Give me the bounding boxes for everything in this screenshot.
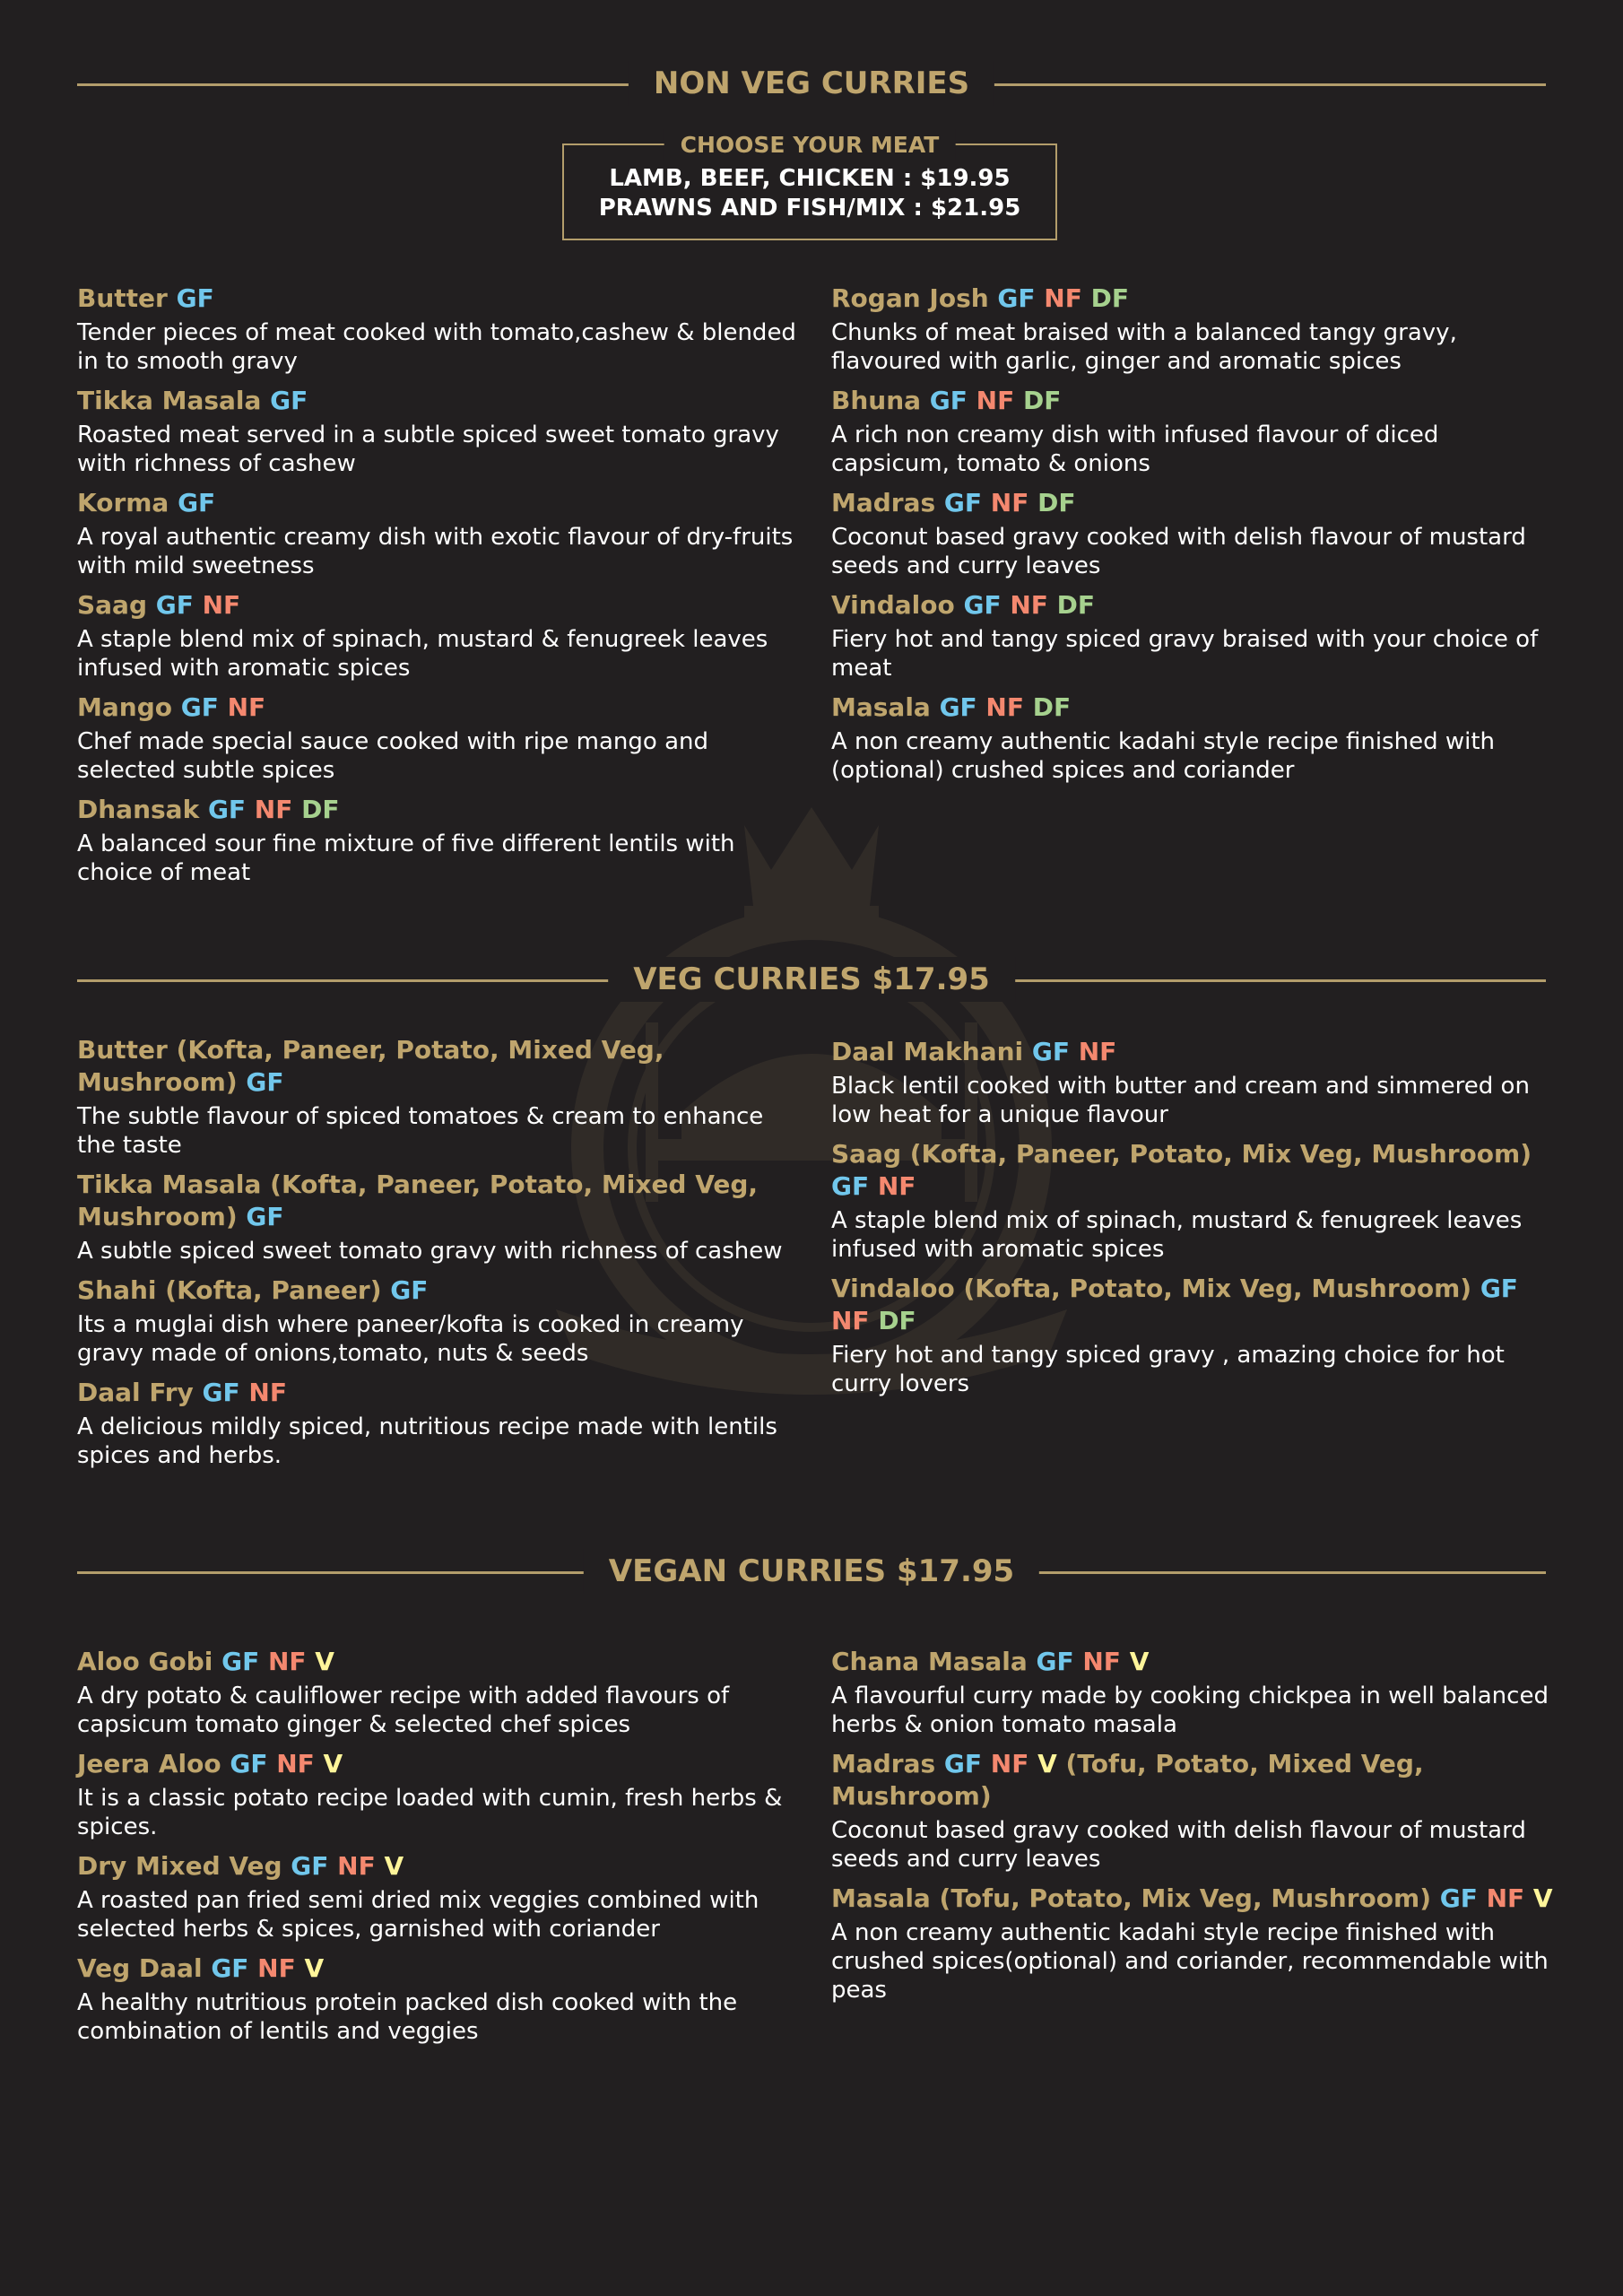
choose-meat-box	[562, 132, 1057, 240]
dietary-tag-gf: GF	[155, 590, 194, 620]
dish-name: Aloo Gobi	[77, 1647, 213, 1676]
menu-item-title	[831, 1748, 1556, 1813]
dish-description: A flavourful curry made by cooking chickpea in well balanced herbs & onion tomato masala	[831, 1683, 1549, 1738]
dietary-tag-nf: NF	[1082, 1647, 1121, 1676]
dish-description: Black lentil cooked with butter and cream and simmered on low heat for a unique flavour	[831, 1073, 1530, 1128]
veg-right-column	[831, 1036, 1556, 1407]
dietary-tag-gf: GF	[929, 386, 968, 415]
menu-item-title	[831, 1883, 1556, 1915]
dietary-tag-nf: NF	[990, 1749, 1029, 1779]
dietary-tag-df: DF	[1037, 488, 1076, 517]
dish-name: Saag	[77, 590, 147, 620]
menu-item	[77, 1646, 802, 1739]
dietary-tag-nf: NF	[254, 795, 293, 824]
menu-item-title	[77, 691, 802, 724]
dish-description: A non creamy authentic kadahi style recipe finished with crushed spices(optional) and coriander, recommendable with peas	[831, 1919, 1549, 2004]
dietary-tag-nf: NF	[337, 1851, 376, 1881]
dietary-tag-gf: GF	[178, 488, 216, 517]
dish-description: Chunks of meat braised with a balanced tangy gravy, flavoured with garlic, ginger and aromatic spices	[831, 319, 1457, 375]
menu-item-title	[831, 1036, 1556, 1068]
dietary-tag-v: V	[384, 1851, 404, 1881]
dish-name: Saag (Kofta, Paneer, Potato, Mix Veg, Mushroom)	[831, 1139, 1532, 1169]
menu-item-title	[77, 794, 802, 826]
menu-item	[831, 1036, 1556, 1129]
dietary-tag-gf: GF	[963, 590, 1002, 620]
dish-name: Jeera Aloo	[77, 1749, 221, 1779]
dietary-tag-gf: GF	[1036, 1647, 1074, 1676]
dish-description: A royal authentic creamy dish with exotic flavour of dry-fruits with mild sweetness	[77, 524, 794, 579]
vegan-section-header	[77, 1549, 1546, 1594]
dietary-tag-gf: GF	[943, 488, 983, 517]
menu-item-title	[831, 487, 1556, 519]
nonveg-left-column	[77, 283, 802, 896]
dietary-tag-gf: GF	[270, 386, 308, 415]
menu-item	[77, 1952, 802, 2046]
dietary-tag-nf: NF	[985, 692, 1024, 722]
menu-item-title	[831, 1273, 1556, 1337]
choose-meat-title: CHOOSE YOUR MEAT	[664, 129, 956, 161]
dish-name: Korma	[77, 488, 169, 517]
menu-item	[77, 283, 802, 376]
dish-name: Vindaloo	[831, 590, 955, 620]
dietary-tag-gf: GF	[207, 795, 247, 824]
dish-name: Butter	[77, 283, 168, 313]
dietary-tag-gf: GF	[176, 283, 214, 313]
menu-item	[831, 1748, 1556, 1874]
dietary-tag-nf: NF	[1078, 1037, 1117, 1066]
menu-item	[77, 385, 802, 478]
dietary-tag-gf: GF	[831, 1171, 870, 1201]
dish-description: A staple blend mix of spinach, mustard & fenugreek leaves infused with aromatic spices	[831, 1207, 1523, 1263]
dish-name: Masala	[831, 692, 931, 722]
dietary-tag-gf: GF	[1439, 1883, 1478, 1913]
menu-item	[831, 589, 1556, 683]
dish-name: Masala (Tofu, Potato, Mix Veg, Mushroom)	[831, 1883, 1431, 1913]
menu-item	[831, 1646, 1556, 1739]
menu-item	[77, 1034, 802, 1160]
menu-item-title	[77, 487, 802, 519]
dish-name: Butter (Kofta, Paneer, Potato, Mixed Veg, Mushroom)	[77, 1035, 664, 1097]
menu-item	[77, 1748, 802, 1841]
menu-item-title	[831, 589, 1556, 622]
menu-item	[831, 1273, 1556, 1398]
dish-description: A healthy nutritious protein packed dish cooked with the combination of lentils and veggies	[77, 1989, 738, 2045]
vegan-left-column	[77, 1646, 802, 2055]
dish-description: Its a muglai dish where paneer/kofta is cooked in creamy gravy made of onions,tomato, nuts & seeds	[77, 1311, 744, 1367]
dish-description: It is a classic potato recipe loaded with cumin, fresh herbs & spices.	[77, 1785, 783, 1840]
menu-item-title	[77, 1377, 802, 1409]
dietary-tag-nf: NF	[227, 692, 266, 722]
dish-description: Coconut based gravy cooked with delish flavour of mustard seeds and curry leaves	[831, 1817, 1526, 1873]
menu-item-title	[77, 1748, 802, 1780]
dietary-tag-gf: GF	[943, 1749, 983, 1779]
dietary-tag-nf: NF	[257, 1953, 296, 1983]
veg-section-header	[77, 957, 1546, 1002]
dish-name: Vindaloo (Kofta, Potato, Mix Veg, Mushroom)	[831, 1274, 1472, 1303]
menu-item	[77, 1274, 802, 1368]
dietary-tag-v: V	[1037, 1749, 1057, 1779]
price-prawns-fish: PRAWNS AND FISH/MIX : $21.95	[598, 195, 1021, 222]
dish-description: Fiery hot and tangy spiced gravy , amazing choice for hot curry lovers	[831, 1342, 1505, 1397]
menu-item	[77, 691, 802, 785]
dietary-tag-nf: NF	[1044, 283, 1082, 313]
vegan-right-column	[831, 1646, 1556, 2013]
dish-name: Bhuna	[831, 386, 922, 415]
dish-description: Fiery hot and tangy spiced gravy braised with your choice of meat	[831, 626, 1539, 682]
dietary-tag-nf: NF	[1486, 1883, 1525, 1913]
dietary-tag-gf: GF	[997, 283, 1036, 313]
dietary-tag-df: DF	[1022, 386, 1062, 415]
dietary-tag-df: DF	[878, 1306, 916, 1335]
dietary-tag-df: DF	[1032, 692, 1072, 722]
dish-name: Daal Makhani	[831, 1037, 1024, 1066]
dietary-tag-nf: NF	[267, 1647, 307, 1676]
dietary-tag-gf: GF	[1480, 1274, 1518, 1303]
menu-item-title	[831, 385, 1556, 417]
dish-name: Tikka Masala (Kofta, Paneer, Potato, Mixed Veg, Mushroom)	[77, 1170, 759, 1231]
dish-description: Coconut based gravy cooked with delish flavour of mustard seeds and curry leaves	[831, 524, 1526, 579]
dietary-tag-gf: GF	[221, 1647, 260, 1676]
dish-description: A staple blend mix of spinach, mustard & fenugreek leaves infused with aromatic spices	[77, 626, 768, 682]
dietary-tag-gf: GF	[1031, 1037, 1070, 1066]
dish-name: Rogan Josh	[831, 283, 989, 313]
dish-name: Dhansak	[77, 795, 200, 824]
dietary-tag-v: V	[1532, 1883, 1553, 1913]
dish-description: The subtle flavour of spiced tomatoes & cream to enhance the taste	[77, 1103, 764, 1159]
menu-item	[831, 487, 1556, 580]
dish-description: A balanced sour fine mixture of five different lentils with choice of meat	[77, 831, 735, 886]
menu-item-title	[831, 691, 1556, 724]
menu-item-title	[77, 1850, 802, 1883]
price-lamb-beef-chicken: LAMB, BEEF, CHICKEN : $19.95	[609, 165, 1011, 192]
nonveg-right-column	[831, 283, 1556, 794]
dietary-tag-df: DF	[1056, 590, 1096, 620]
menu-item-title	[77, 385, 802, 417]
dish-description: Chef made special sauce cooked with ripe mango and selected subtle spices	[77, 728, 709, 784]
dietary-tag-gf: GF	[211, 1953, 249, 1983]
menu-item	[831, 691, 1556, 785]
menu-item-title	[77, 283, 802, 315]
dish-name: Veg Daal	[77, 1953, 203, 1983]
dish-name: Shahi (Kofta, Paneer)	[77, 1275, 382, 1305]
menu-item-title	[77, 589, 802, 622]
menu-item	[831, 283, 1556, 376]
dietary-tag-nf: NF	[248, 1378, 287, 1407]
menu-item-title	[831, 1646, 1556, 1678]
dish-name: Daal Fry	[77, 1378, 194, 1407]
menu-item	[77, 1850, 802, 1944]
dietary-tag-df: DF	[301, 795, 340, 824]
menu-item	[77, 589, 802, 683]
menu-item	[77, 1377, 802, 1470]
menu-item-title	[77, 1274, 802, 1307]
dish-description: A non creamy authentic kadahi style recipe finished with (optional) crushed spices and coriander	[831, 728, 1496, 784]
menu-item-title	[77, 1952, 802, 1985]
menu-item-title	[77, 1646, 802, 1678]
dish-name: Madras	[831, 488, 936, 517]
dietary-tag-v: V	[323, 1749, 343, 1779]
menu-item	[77, 1169, 802, 1265]
menu-item	[831, 1138, 1556, 1264]
dietary-tag-gf: GF	[230, 1749, 268, 1779]
menu-item	[831, 1883, 1556, 2005]
dietary-tag-v: V	[1129, 1647, 1150, 1676]
dish-description: Roasted meat served in a subtle spiced sweet tomato gravy with richness of cashew	[77, 422, 779, 477]
dietary-tag-gf: GF	[246, 1202, 284, 1231]
dish-name: Tikka Masala	[77, 386, 262, 415]
dish-description: A dry potato & cauliflower recipe with added flavours of capsicum tomato ginger & selected chef spices	[77, 1683, 730, 1738]
menu-item-title	[77, 1034, 802, 1099]
dietary-tag-gf: GF	[180, 692, 219, 722]
dish-name: Chana Masala	[831, 1647, 1028, 1676]
dietary-tag-v: V	[304, 1953, 325, 1983]
veg-section-title: VEG CURRIES $17.95	[608, 957, 1015, 1002]
dietary-tag-gf: GF	[939, 692, 977, 722]
dish-options: (Tofu, Potato, Mixed Veg, Mushroom)	[831, 1749, 1424, 1811]
dish-description: A subtle spiced sweet tomato gravy with richness of cashew	[77, 1238, 783, 1265]
dish-name: Mango	[77, 692, 172, 722]
veg-left-column	[77, 1034, 802, 1479]
dietary-tag-nf: NF	[831, 1306, 870, 1335]
nonveg-section-header	[77, 61, 1546, 106]
dietary-tag-nf: NF	[1010, 590, 1048, 620]
menu-item	[77, 487, 802, 580]
dietary-tag-v: V	[315, 1647, 334, 1676]
dish-description: Tender pieces of meat cooked with tomato,cashew & blended in to smooth gravy	[77, 319, 796, 375]
menu-item	[77, 794, 802, 887]
dietary-tag-gf: GF	[246, 1067, 284, 1097]
dietary-tag-df: DF	[1090, 283, 1129, 313]
dietary-tag-nf: NF	[990, 488, 1029, 517]
dish-name: Dry Mixed Veg	[77, 1851, 282, 1881]
menu-item-title	[831, 1138, 1556, 1203]
dietary-tag-nf: NF	[276, 1749, 315, 1779]
nonveg-section-title: NON VEG CURRIES	[629, 61, 994, 106]
dietary-tag-gf: GF	[202, 1378, 240, 1407]
dish-description: A delicious mildly spiced, nutritious recipe made with lentils spices and herbs.	[77, 1413, 777, 1469]
dish-description: A roasted pan fried semi dried mix veggies combined with selected herbs & spices, garnished with coriander	[77, 1887, 759, 1943]
dish-name: Madras	[831, 1749, 936, 1779]
dietary-tag-nf: NF	[976, 386, 1015, 415]
dietary-tag-gf: GF	[390, 1275, 429, 1305]
menu-item-title	[77, 1169, 802, 1233]
menu-item-title	[831, 283, 1556, 315]
dietary-tag-nf: NF	[202, 590, 241, 620]
dietary-tag-gf: GF	[291, 1851, 329, 1881]
vegan-section-title: VEGAN CURRIES $17.95	[584, 1549, 1039, 1594]
dietary-tag-nf: NF	[877, 1171, 916, 1201]
dish-description: A rich non creamy dish with infused flavour of diced capsicum, tomato & onions	[831, 422, 1439, 477]
menu-item	[831, 385, 1556, 478]
